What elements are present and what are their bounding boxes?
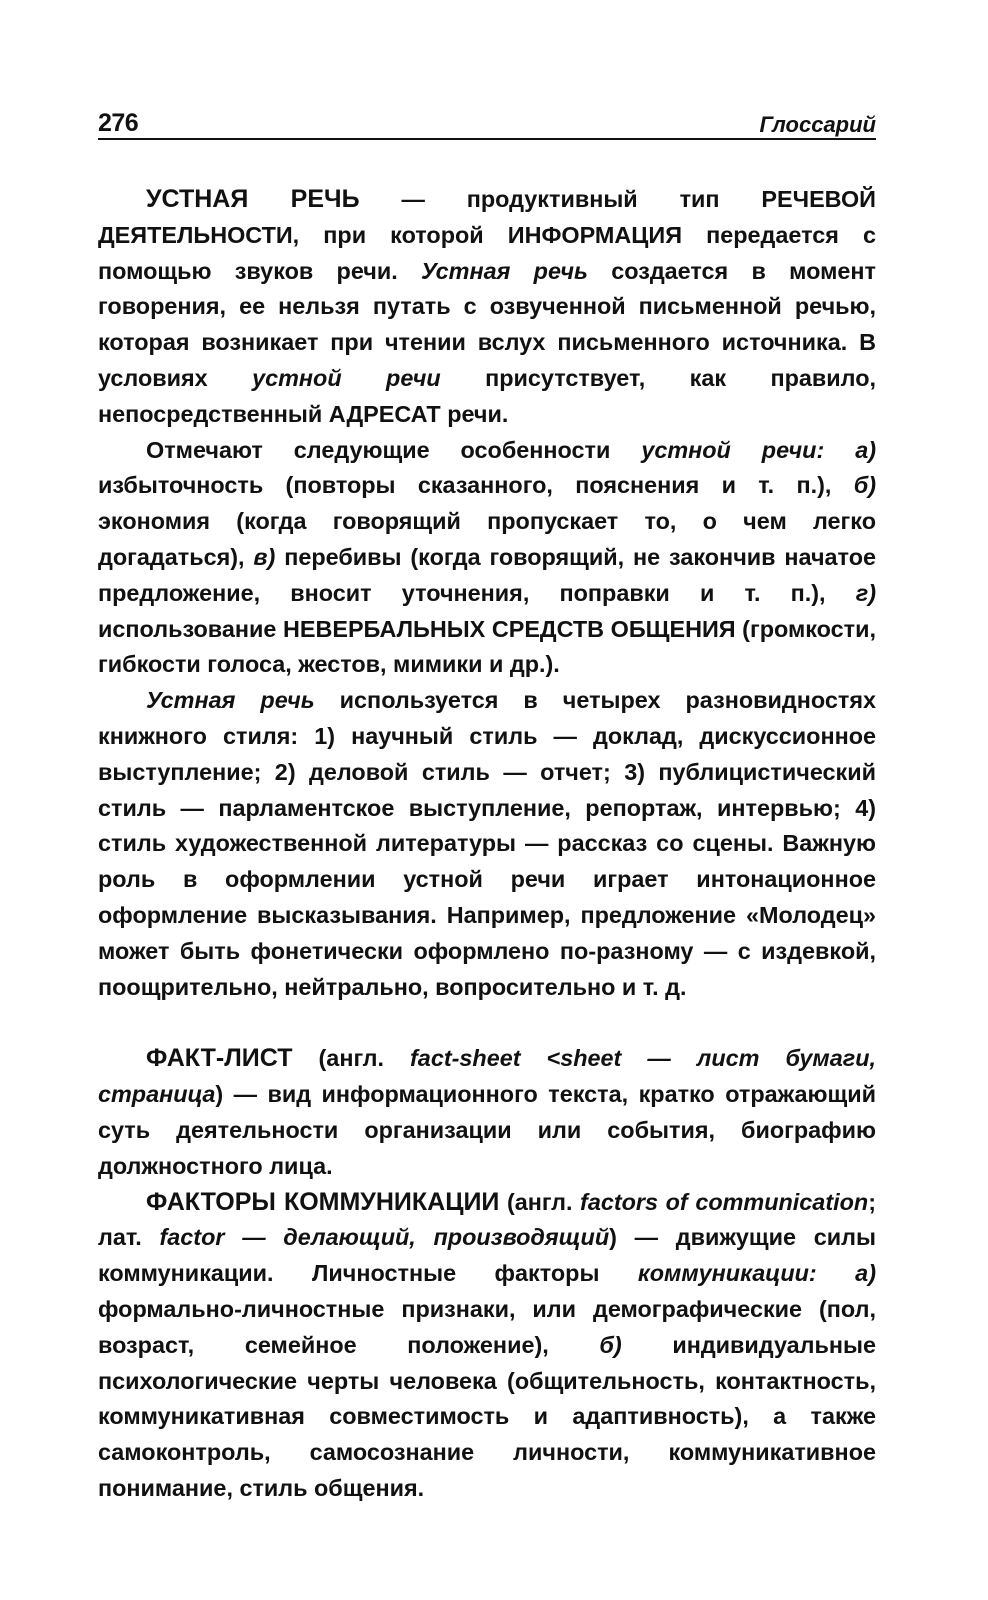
- italic-text: устной речи: [252, 364, 441, 391]
- entry-paragraph: [98, 1185, 876, 1507]
- italic-text: Устная речь: [421, 257, 588, 284]
- text-run: ; лат.: [98, 1188, 876, 1251]
- italic-text: fact-sheet <sheet — лист бумаги, страница: [98, 1045, 876, 1108]
- entry-continuation: [98, 683, 876, 1005]
- text-run: перебивы (когда говорящий, не закончив начатое предложение, вносит уточнения, поправки и т. п.),: [98, 543, 876, 606]
- text-run: ) — вид информационного текста, кратко отражающий суть деятельности организации или события, биографию должностного лица.: [98, 1081, 876, 1179]
- text-run: формально-личностные признаки, или демографические (пол, возраст, семейное положение),: [98, 1295, 876, 1358]
- italic-text: г): [855, 579, 876, 606]
- entry-continuation: [98, 433, 876, 684]
- text-run: создается в момент говорения, ее нельзя путать с озвученной письменной речью, которая возникает при чтении вслух письменного источника. В условиях: [98, 257, 876, 391]
- text-run: индивидуальные психологические черты человека (общительность, контактность, коммуникативная совместимость и адаптивность), а также самоконтроль, самосознание личности, коммуникативное понимание, стиль общения.: [98, 1331, 877, 1501]
- glossary-body: [98, 182, 876, 1507]
- text-run: избыточность (повторы сказанного, пояснения и т. п.),: [98, 472, 854, 499]
- text-run: (англ.: [292, 1045, 411, 1072]
- page-header: [98, 98, 876, 140]
- text-run: присутствует, как правило, непосредственный АДРЕСАТ речи.: [98, 364, 876, 427]
- text-run: используется в четырех разновидностях книжного стиля: 1) научный стиль — доклад, дискуссионное выступление; 2) деловой стиль — отчет; 3) публицистический стиль — парламентское выступление, репортаж, интервью; 4) стиль художественной литературы — рассказ со сцены. Важную роль в оформлении устной речи играет интонационное оформление высказывания. Например, предложение «Молодец» может быть фонетически оформлено по-разному — с издевкой, поощрительно, нейтрально, вопросительно и т. д.: [98, 687, 876, 1000]
- italic-text: в): [253, 543, 276, 570]
- text-run: ) — движущие силы коммуникации. Личностные факторы: [98, 1224, 876, 1287]
- glossary-term: УСТНАЯ РЕЧЬ: [146, 185, 360, 213]
- entry-paragraph: [98, 1041, 876, 1184]
- italic-text: Устная речь: [146, 687, 315, 714]
- book-page: [98, 98, 876, 1507]
- page-number: 276: [98, 109, 139, 137]
- text-run: Отмечают следующие особенности: [146, 436, 642, 463]
- glossary-term: ФАКТ-ЛИСТ: [146, 1044, 293, 1073]
- italic-text: б): [853, 472, 876, 499]
- italic-text: устной речи: а): [641, 436, 876, 463]
- text-run: (англ.: [499, 1188, 581, 1215]
- italic-text: factor — делающий, производящий: [159, 1224, 610, 1251]
- text-run: — продуктивный тип РЕЧЕВОЙ ДЕЯТЕЛЬНОСТИ, при которой ИНФОРМАЦИЯ передается с помощью звуков речи.: [98, 186, 876, 284]
- running-head: Глоссарий: [759, 112, 876, 137]
- italic-text: б): [599, 1331, 622, 1358]
- italic-text: factors of communication: [580, 1188, 869, 1215]
- italic-text: коммуникации: а): [637, 1260, 876, 1287]
- entry-paragraph: [98, 182, 876, 433]
- glossary-term: ФАКТОРЫ КОММУНИКАЦИИ: [146, 1187, 500, 1216]
- text-run: использование НЕВЕРБАЛЬНЫХ СРЕДСТВ ОБЩЕНИЯ (громкости, гибкости голоса, жестов, мимики и др.).: [98, 615, 876, 678]
- text-run: экономия (когда говорящий пропускает то, о чем легко догадаться),: [98, 508, 876, 570]
